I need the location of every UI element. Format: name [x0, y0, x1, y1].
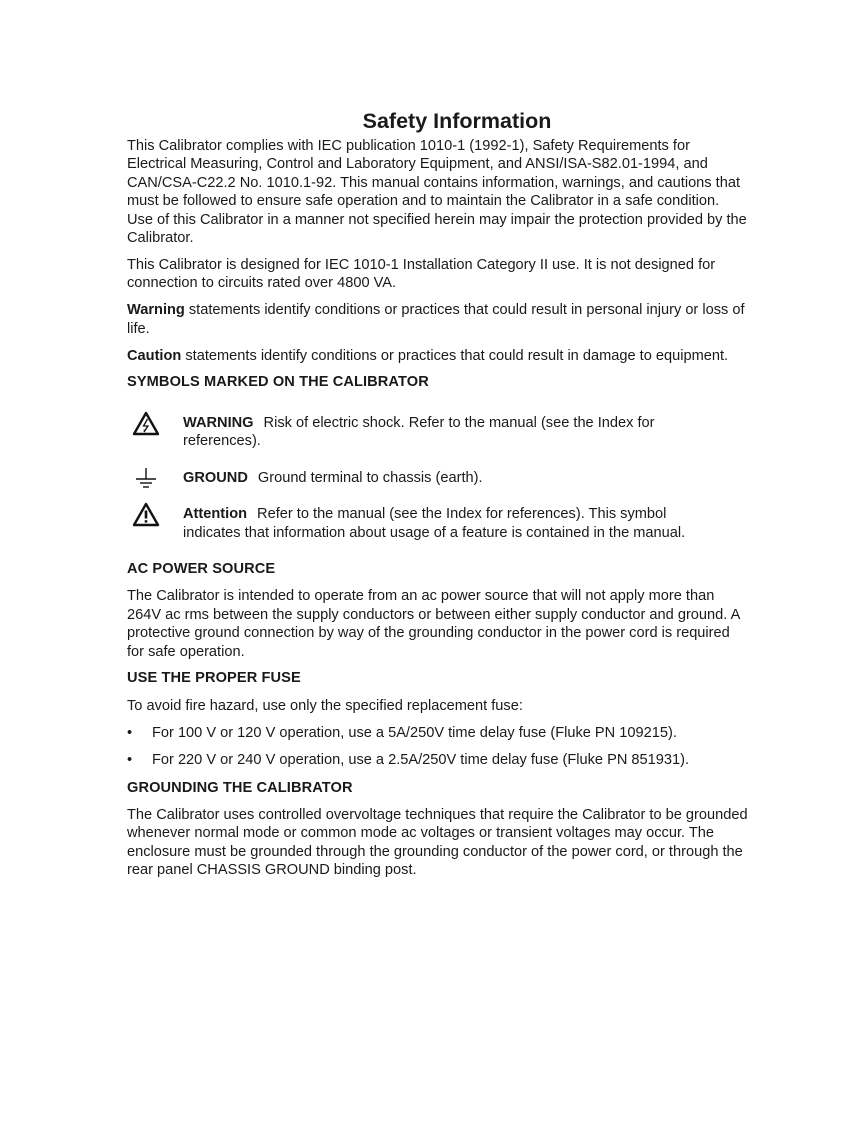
electric-shock-warning-icon — [132, 411, 160, 437]
caution-definition-text: statements identify conditions or practices that could result in damage to equipment. — [181, 347, 729, 364]
document-page — [127, 108, 749, 888]
ac-power-paragraph: The Calibrator is intended to operate from an ac power source that will not apply more than 264V ac rms between the supply conductors or between either supply conductor and ground. A protective ground connection by way of the grounding conductor in the power cord is required for safe operation. — [127, 588, 740, 660]
warning-definition — [127, 301, 749, 338]
fuse-heading: USE THE PROPER FUSE — [127, 670, 301, 687]
grounding-paragraph: The Calibrator uses controlled overvoltage techniques that require the Calibrator to be grounded whenever normal mode or common mode ac voltages or transient voltages may occur. The enclosure must be grounded through the grounding conductor of the power cord, or through the rear panel CHASSIS GROUND binding post. — [127, 806, 748, 879]
symbol-name: WARNING — [183, 414, 254, 431]
warning-term: Warning — [127, 302, 185, 319]
symbol-description: Ground terminal to chassis (earth). — [257, 469, 483, 486]
symbol-name: GROUND — [183, 469, 248, 486]
list-item: • For 100 V or 120 V operation, use a 5A/250V time delay fuse (Fluke PN 109215). — [127, 724, 749, 742]
caution-definition — [127, 347, 749, 365]
page-title: Safety Information — [362, 109, 552, 133]
warning-definition-text: statements identify conditions or practices that could result in personal injury or loss of life. — [127, 302, 745, 337]
intro-paragraph: This Calibrator is designed for IEC 1010-1 Installation Category II use. It is not designed for connection to circuits rated over 4800 VA. — [127, 256, 716, 292]
grounding-heading: GROUNDING THE CALIBRATOR — [127, 779, 353, 796]
symbol-row-warning — [127, 414, 749, 451]
symbol-description: Risk of electric shock. Refer to the manual (see the Index for references). — [183, 414, 655, 450]
symbol-row-ground — [127, 469, 749, 487]
symbols-list — [127, 414, 749, 542]
caution-term: Caution — [127, 347, 182, 364]
list-item: • For 220 V or 240 V operation, use a 2.5A/250V time delay fuse (Fluke PN 851931). — [127, 751, 749, 769]
ac-power-heading: AC POWER SOURCE — [127, 560, 276, 577]
symbol-row-attention — [127, 505, 749, 542]
attention-icon — [132, 502, 160, 528]
fuse-bullet-list — [127, 724, 749, 770]
symbols-heading: SYMBOLS MARKED ON THE CALIBRATOR — [127, 374, 429, 391]
fuse-paragraph: To avoid fire hazard, use only the specified replacement fuse: — [127, 697, 523, 714]
intro-paragraph: This Calibrator complies with IEC publication 1010-1 (1992-1), Safety Requirements for Electrical Measuring, Control and Laboratory Equipment, and ANSI/ISA-S82.01-1994, and CAN/CSA-C22.2 No. 1010.1-92. This manual contains information, warnings, and cautions that must be followed to ensure safe operation and to maintain the Calibrator in a safe condition. Use of this Calibrator in a manner not specified herein may impair the protection provided by the Calibrator. — [127, 138, 747, 247]
symbol-name: Attention — [183, 506, 248, 523]
ground-icon — [132, 466, 160, 492]
symbol-description: Refer to the manual (see the Index for references). This symbol indicates that information about usage of a feature is contained in the manual. — [183, 506, 686, 541]
